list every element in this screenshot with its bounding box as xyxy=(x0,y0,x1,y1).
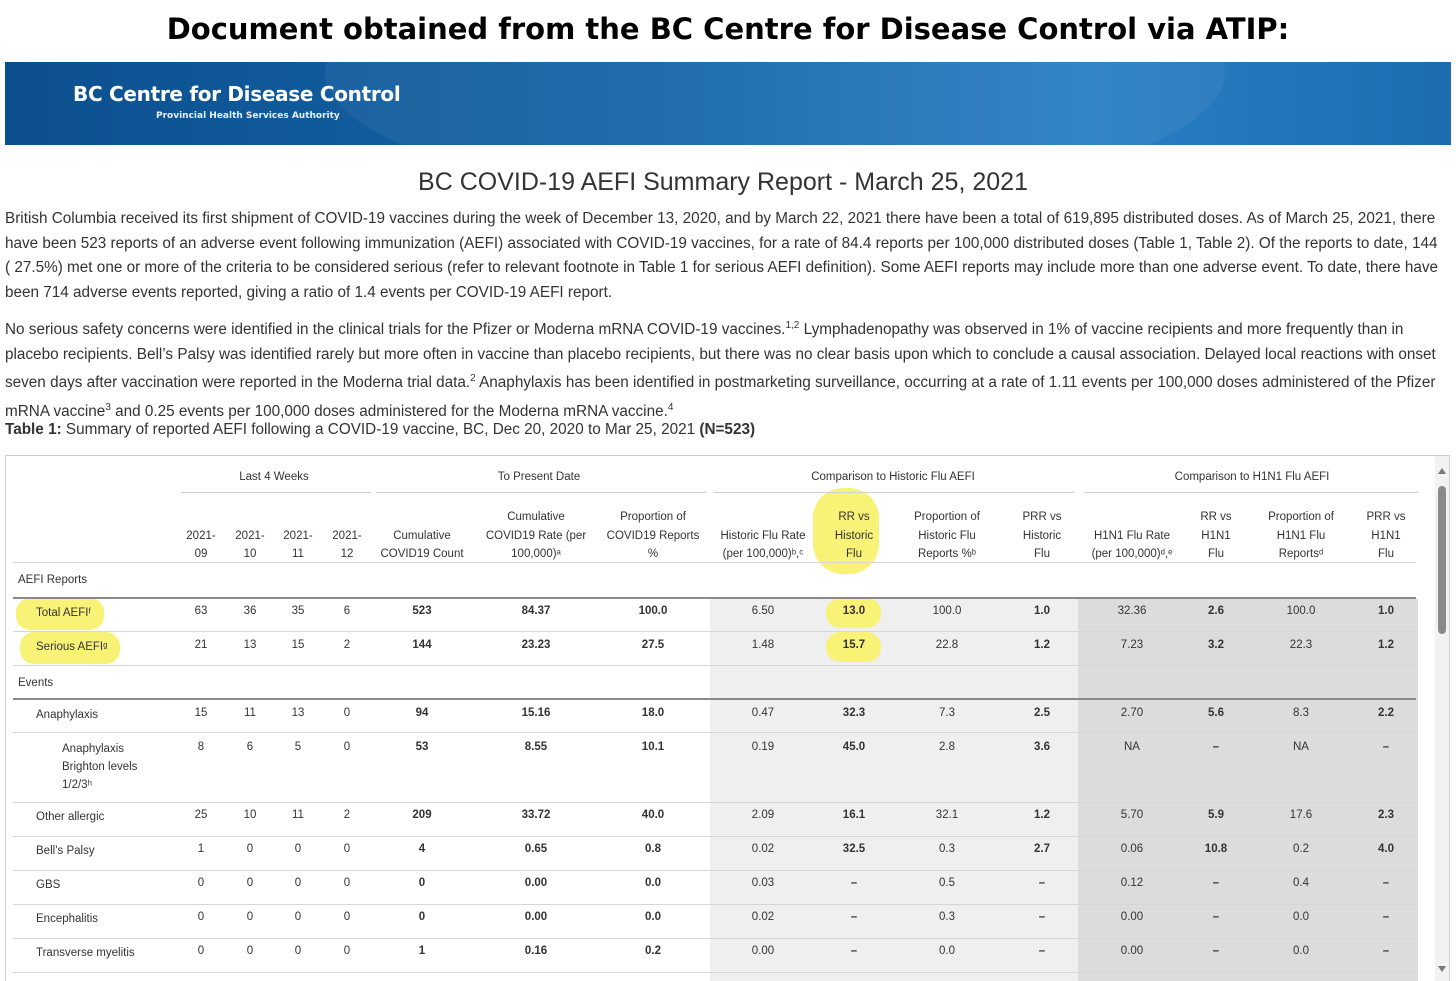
table-cell: – xyxy=(1382,741,1390,753)
table-cell: 35 xyxy=(291,605,305,617)
table-cell: 18.0 xyxy=(641,707,665,719)
table-cell: 0.2 xyxy=(645,945,661,957)
table-cell: – xyxy=(1212,877,1220,889)
table-cell: 33.72 xyxy=(521,809,551,821)
group-header-h1n1: Comparison to H1N1 Flu AEFI xyxy=(1174,471,1330,483)
table-cell: 0.00 xyxy=(524,877,548,889)
table-cell: 25 xyxy=(194,809,208,821)
group-underline xyxy=(376,492,706,493)
column-header-line: H1N1 Flu Rate xyxy=(1093,529,1171,542)
table-cell: 0.00 xyxy=(1120,911,1144,923)
row-rule xyxy=(13,802,1416,803)
group-header-todate: To Present Date xyxy=(497,471,581,483)
column-header-line: Historic xyxy=(1022,529,1062,542)
table-cell: 0.00 xyxy=(524,911,548,923)
table-cell: 100.0 xyxy=(1286,605,1316,617)
table-cell: 0 xyxy=(197,877,205,889)
row-rule xyxy=(13,938,1416,939)
table-cell: 15.7 xyxy=(842,639,866,651)
table-cell: 1.0 xyxy=(1378,605,1394,617)
table-cell: 8.3 xyxy=(1293,707,1309,719)
footnote-ref: 1,2 xyxy=(785,320,800,331)
column-header-line: % xyxy=(647,548,659,560)
table-cell: 7.23 xyxy=(1120,639,1144,651)
table-cell: 2.70 xyxy=(1120,707,1144,719)
column-header-line: 12 xyxy=(340,548,354,560)
table-cell: 1.0 xyxy=(1034,605,1050,617)
row-label xyxy=(36,842,95,860)
footnote-ref: 2 xyxy=(470,373,476,385)
banner-logo-title: BC Centre for Disease Control xyxy=(73,82,401,106)
column-header-line: (per 100,000)ᵇ,ᶜ xyxy=(722,548,804,560)
column-header xyxy=(1251,508,1351,564)
row-label xyxy=(36,876,60,894)
column-header-line: Flu xyxy=(1208,548,1224,560)
aefi-summary-table xyxy=(5,455,1450,981)
table-cell: – xyxy=(1212,741,1220,753)
table-cell: 11 xyxy=(244,707,256,719)
bccdc-banner xyxy=(5,62,1451,145)
row-label-line: Bell’s Palsy xyxy=(36,845,95,857)
table-cell: 0.3 xyxy=(939,911,955,923)
column-header-line: COVID19 Reports xyxy=(606,529,700,542)
column-header-line: Cumulative xyxy=(507,511,565,523)
row-label xyxy=(36,638,107,656)
table-cell: 0 xyxy=(246,911,254,923)
column-header-line: RR vs xyxy=(1200,511,1232,523)
table-cell: 8.55 xyxy=(524,741,548,753)
column-header-line: 10 xyxy=(243,548,257,560)
table-cell: 6 xyxy=(343,605,351,617)
group-header-flu: Comparison to Historic Flu AEFI xyxy=(811,471,975,483)
table-cell: 53 xyxy=(415,741,429,753)
table-cell: 0 xyxy=(294,911,302,923)
table-cell: 6.50 xyxy=(751,605,775,617)
summary-paragraph: British Columbia received its first shipment of COVID-19 vaccines during the week of December 13, 2020, and by March 22, 2021 there have been a total of 619,895 distributed doses. As of March 25, 2021, there have been 523 reports of an adverse event following immunization (AEFI) associated with COVID-19 vaccines, for a rate of 84.4 reports per 100,000 distributed doses (Table 1, Table 2). Of the reports to date, 144 ( 27.5%) met one or more of the criteria to be considered serious (refer to relevant footnote in Table 1 for serious AEFI definition). Some AEFI reports may include more than one adverse event. To date, there have been 714 adverse events reported, giving a ratio of 1.4 events per COVID-19 AEFI report. xyxy=(5,210,1439,301)
column-header-line: 2021- xyxy=(332,529,362,542)
table-cell: – xyxy=(1038,945,1046,957)
table-cell: 2.6 xyxy=(1208,605,1224,617)
row-label-line: Anaphylaxis xyxy=(36,709,99,721)
table-cell: 1.2 xyxy=(1034,639,1050,651)
column-header xyxy=(598,508,708,564)
table-cell: – xyxy=(850,911,858,923)
row-label xyxy=(36,808,104,826)
header-rule xyxy=(13,562,1416,563)
column-header-line: 09 xyxy=(194,548,208,560)
table-cell: – xyxy=(1212,945,1220,957)
row-label xyxy=(36,706,98,724)
column-header xyxy=(181,527,221,564)
table-cell: 4 xyxy=(418,843,426,855)
table-cell: 32.36 xyxy=(1117,605,1147,617)
footnote-ref: 4 xyxy=(667,401,674,413)
section-label-aefi: AEFI Reports xyxy=(18,574,88,586)
column-header-line: H1N1 Flu xyxy=(1276,529,1326,542)
table-cell: 0.0 xyxy=(645,911,661,923)
table-cell: 0 xyxy=(246,843,254,855)
row-label-line: GBS xyxy=(36,879,61,891)
table-cell: 2.8 xyxy=(939,741,955,753)
table-cell: 1.2 xyxy=(1378,639,1394,651)
table-cell: – xyxy=(850,945,858,957)
column-header xyxy=(1077,527,1187,564)
table-cell: 2.3 xyxy=(1378,809,1394,821)
scroll-up-arrow-icon[interactable] xyxy=(1438,468,1446,474)
column-header xyxy=(1007,508,1077,564)
table-cell: 84.37 xyxy=(521,605,551,617)
table-cell: 23.23 xyxy=(521,639,551,651)
column-header-line: Reports %ᵇ xyxy=(917,548,977,560)
table-cell: 0.2 xyxy=(1293,843,1309,855)
table-cell: 10 xyxy=(243,809,257,821)
table-n: (N=523) xyxy=(699,421,756,438)
safety-text-3: Anaphylaxis has been identified in postmarketing surveillance, occurring at a rate of 1.11 events per 100,000 doses administered of the Pfizer mRNA vaccine xyxy=(5,374,1436,420)
row-rule xyxy=(13,904,1416,905)
safety-paragraph xyxy=(5,314,1445,424)
table-cell: 0 xyxy=(343,877,351,889)
table-cell: 13 xyxy=(291,707,305,719)
row-label-line: Serious AEFIᵍ xyxy=(36,641,108,653)
table-cell: 0 xyxy=(294,877,302,889)
table-cell: 27.5 xyxy=(641,639,665,651)
table-cell: – xyxy=(1382,911,1390,923)
table-cell: 2.7 xyxy=(1034,843,1050,855)
table-cell: 0.02 xyxy=(751,911,775,923)
row-label xyxy=(36,910,98,928)
section-label-events: Events xyxy=(18,677,54,689)
row-label xyxy=(62,740,137,794)
table-caption xyxy=(5,421,755,439)
flu-shade xyxy=(710,599,1081,981)
row-rule xyxy=(13,631,1416,632)
table-cell: 0 xyxy=(294,945,302,957)
table-cell: 0.0 xyxy=(1293,911,1309,923)
column-header-line: Proportion of xyxy=(620,511,686,523)
table-cell: 3.2 xyxy=(1208,639,1224,651)
column-header-line: Historic Flu Rate xyxy=(720,529,806,542)
table-cell: 0.16 xyxy=(524,945,548,957)
table-cell: 1.48 xyxy=(751,639,775,651)
column-header-line: Flu xyxy=(1378,548,1394,560)
table-cell: 0.65 xyxy=(524,843,548,855)
table-cell: 0 xyxy=(418,911,426,923)
table-cell: 0.12 xyxy=(1120,877,1144,889)
column-header-line: PRR vs xyxy=(1366,511,1406,523)
scroll-down-arrow-icon[interactable] xyxy=(1438,966,1446,972)
column-header-line: 2021- xyxy=(283,529,313,542)
column-header xyxy=(372,527,472,564)
table-cell: 36 xyxy=(243,605,257,617)
safety-text-2: Lymphadenopathy was observed in 1% of vaccine recipients and more frequently than in placebo recipients. Bell’s Palsy was identified rarely but more often in vaccine than placebo recipients, but there was no clear basis upon which to conclude a causal association. Delayed local reactions with onset seven days after vaccination were reported in the Moderna trial data. xyxy=(5,321,1436,392)
table-cell: 5.9 xyxy=(1208,809,1224,821)
table-cell: 15 xyxy=(194,707,208,719)
row-label xyxy=(36,944,135,962)
column-header xyxy=(327,527,367,564)
table-cell: 2.5 xyxy=(1034,707,1050,719)
column-header-line: COVID19 Count xyxy=(380,548,464,560)
table-cell: 13.0 xyxy=(842,605,866,617)
table-cell: 0.47 xyxy=(751,707,775,719)
table-scrollbar[interactable] xyxy=(1435,456,1449,981)
table-cell: 0.0 xyxy=(1293,945,1309,957)
table-cell: 11 xyxy=(292,809,304,821)
table-cell: 3.6 xyxy=(1034,741,1050,753)
table-cell: 21 xyxy=(194,639,208,651)
column-header-line: Cumulative xyxy=(393,529,451,542)
table-cell: 0 xyxy=(343,707,351,719)
table-cell: 13 xyxy=(243,639,257,651)
group-underline xyxy=(181,492,371,493)
table-cell: 5.6 xyxy=(1208,707,1224,719)
table-cell: 10.8 xyxy=(1204,843,1228,855)
table-cell: – xyxy=(1382,877,1390,889)
table-cell: 0.06 xyxy=(1120,843,1144,855)
group-header-last4: Last 4 Weeks xyxy=(239,471,309,483)
table-cell: 0 xyxy=(246,945,254,957)
table-cell: 7.3 xyxy=(939,707,955,719)
table-cell: 0 xyxy=(343,945,351,957)
table-cell: 0 xyxy=(343,741,351,753)
scroll-thumb[interactable] xyxy=(1438,486,1446,634)
table-cell: – xyxy=(1382,945,1390,957)
table-cell: NA xyxy=(1124,741,1140,753)
table-cell: 0.00 xyxy=(1120,945,1144,957)
section-rule-events xyxy=(13,698,1416,700)
column-header-line: PRR vs xyxy=(1022,511,1062,523)
table-cell: 40.0 xyxy=(641,809,665,821)
safety-text-1: No serious safety concerns were identified in the clinical trials for the Pfizer or Moderna mRNA COVID-19 vaccines. xyxy=(5,321,786,339)
table-cell: 8 xyxy=(197,741,205,753)
row-label-line: Other allergic xyxy=(36,811,105,823)
table-cell: 4.0 xyxy=(1378,843,1394,855)
row-label-line: Total AEFIᶠ xyxy=(36,607,92,619)
table-cell: 0.03 xyxy=(751,877,775,889)
column-header xyxy=(1356,508,1416,564)
table-cell: 144 xyxy=(412,639,432,651)
table-cell: 2 xyxy=(343,639,351,651)
banner-logo-subtitle: Provincial Health Services Authority xyxy=(156,111,340,121)
column-header-line: Historic Flu xyxy=(918,529,976,542)
column-header-line: Flu xyxy=(1034,548,1050,560)
table-cell: 0.5 xyxy=(939,877,955,889)
table-cell: 45.0 xyxy=(842,741,866,753)
table-cell: 0.3 xyxy=(939,843,955,855)
table-cell: 0 xyxy=(418,877,426,889)
table-cell: 0 xyxy=(343,843,351,855)
table-cell: 5 xyxy=(294,741,302,753)
table-cell: 0.02 xyxy=(751,843,775,855)
column-header-line: Flu xyxy=(846,548,862,560)
column-header xyxy=(476,508,596,564)
table-cell: 1.2 xyxy=(1034,809,1050,821)
table-cell: 22.3 xyxy=(1289,639,1313,651)
column-header xyxy=(708,527,818,564)
row-label-line: Brighton levels xyxy=(62,761,138,773)
section-rule-aefi xyxy=(13,597,1416,599)
row-rule xyxy=(13,665,1416,666)
column-header-line: Proportion of xyxy=(914,511,980,523)
table-cell: – xyxy=(1038,877,1046,889)
table-cell: 10.1 xyxy=(641,741,665,753)
table-cell: 22.8 xyxy=(935,639,959,651)
column-header xyxy=(278,527,318,564)
table-cell: 32.3 xyxy=(842,707,866,719)
table-cell: – xyxy=(1212,911,1220,923)
column-header xyxy=(230,527,270,564)
table-cell: 0 xyxy=(343,911,351,923)
table-cell: 0.4 xyxy=(1293,877,1309,889)
row-label-line: Transverse myelitis xyxy=(36,947,135,959)
table-cell: 100.0 xyxy=(932,605,962,617)
column-header-line: COVID19 Rate (per xyxy=(485,529,587,542)
table-cell: 0.8 xyxy=(645,843,661,855)
table-cell: 5.70 xyxy=(1120,809,1144,821)
banner-decoration xyxy=(325,62,1225,145)
table-cell: 0.0 xyxy=(645,877,661,889)
column-header-line: Reportsᵈ xyxy=(1278,548,1324,560)
safety-text-4: and 0.25 events per 100,000 doses administered for the Moderna mRNA vaccine. xyxy=(110,402,668,420)
row-rule xyxy=(13,870,1416,871)
row-rule xyxy=(13,836,1416,837)
row-rule xyxy=(13,972,1416,973)
table-cell: 2.2 xyxy=(1378,707,1394,719)
column-header-line: 11 xyxy=(292,548,304,560)
table-cell: NA xyxy=(1293,741,1309,753)
table-cell: 16.1 xyxy=(842,809,866,821)
row-label xyxy=(36,604,91,622)
table-cell: 0 xyxy=(294,843,302,855)
column-header xyxy=(819,508,889,564)
footnote-ref: 3 xyxy=(105,401,111,413)
table-cell: 63 xyxy=(194,605,208,617)
row-label-line: Encephalitis xyxy=(36,913,99,925)
table-cell: 15 xyxy=(291,639,305,651)
table-cell: – xyxy=(850,877,858,889)
report-title: BC COVID-19 AEFI Summary Report - March 25, 2021 xyxy=(418,168,1028,196)
document-caption: Document obtained from the BC Centre for Disease Control via ATIP: xyxy=(166,12,1290,46)
table-cell: 100.0 xyxy=(638,605,668,617)
column-header-line: H1N1 xyxy=(1371,529,1401,542)
table-cell: 15.16 xyxy=(521,707,551,719)
column-header-line: 2021- xyxy=(186,529,216,542)
column-header-line: RR vs xyxy=(838,511,870,523)
table-cell: – xyxy=(1038,911,1046,923)
table-cell: 0 xyxy=(197,945,205,957)
table-label: Table 1: xyxy=(5,421,62,438)
row-label-line: 1/2/3ʰ xyxy=(62,779,92,791)
column-header-line: Proportion of xyxy=(1268,511,1334,523)
table-cell: 209 xyxy=(412,809,432,821)
table-cell: 0 xyxy=(197,911,205,923)
column-header-line: (per 100,000)ᵈ,ᵉ xyxy=(1091,548,1173,560)
column-header xyxy=(897,508,997,564)
table-cell: 2.09 xyxy=(751,809,775,821)
column-header xyxy=(1186,508,1246,564)
group-underline xyxy=(1084,492,1418,493)
table-cell: 523 xyxy=(412,605,432,617)
table-cell: 94 xyxy=(415,707,429,719)
table-cell: 0 xyxy=(246,877,254,889)
table-cell: 1 xyxy=(197,843,205,855)
table-cell: 0.0 xyxy=(939,945,955,957)
table-cell: 32.5 xyxy=(842,843,866,855)
column-header-line: Historic xyxy=(834,529,874,542)
table-cell: 0.19 xyxy=(751,741,775,753)
table-cell: 6 xyxy=(246,741,254,753)
column-header-line: 100,000)ᵃ xyxy=(511,548,561,560)
table-cell: 0.00 xyxy=(751,945,775,957)
group-underline xyxy=(714,492,1074,493)
table-cell: 32.1 xyxy=(935,809,959,821)
h1n1-shade xyxy=(1078,599,1418,981)
column-header-line: H1N1 xyxy=(1201,529,1231,542)
table-cell: 1 xyxy=(418,945,426,957)
row-rule xyxy=(13,732,1416,733)
table-cell: 2 xyxy=(343,809,351,821)
row-label-line: Anaphylaxis xyxy=(62,743,125,755)
table-caption-text: Summary of reported AEFI following a COVID-19 vaccine, BC, Dec 20, 2020 to Mar 25, 2021 xyxy=(61,421,700,438)
column-header-line: 2021- xyxy=(235,529,265,542)
table-cell: 17.6 xyxy=(1289,809,1313,821)
